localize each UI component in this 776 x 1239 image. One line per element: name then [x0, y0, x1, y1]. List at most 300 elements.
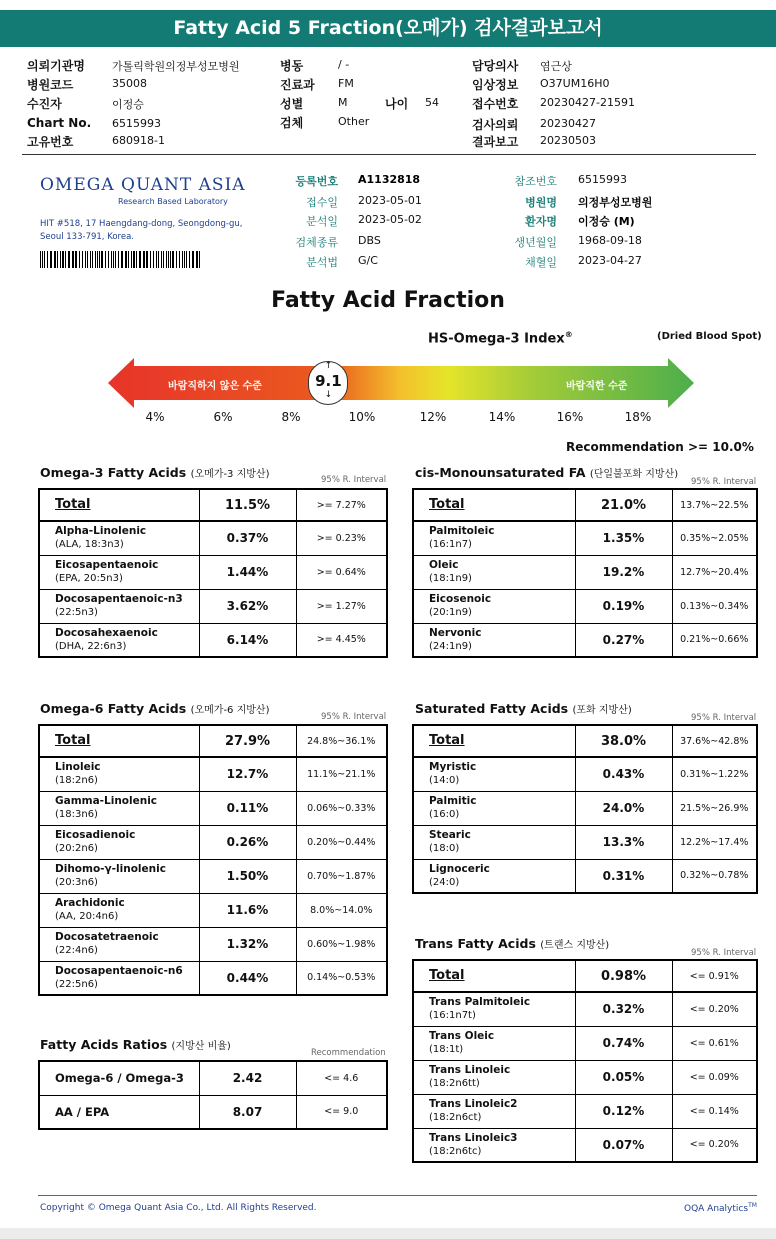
row-name-text: Linoleic [55, 761, 101, 774]
row-name-text: Trans Oleic [429, 1030, 495, 1042]
table-row [413, 825, 757, 859]
row-range: 0.21%~0.66% [672, 623, 757, 657]
table-row [39, 757, 387, 791]
barcode-bar [139, 251, 141, 268]
barcode-bar [192, 251, 194, 268]
row-name-text: Omega-6 / Omega-3 [55, 1071, 184, 1086]
row-name [413, 589, 575, 623]
table-row [413, 521, 757, 555]
row-name-text: Total [55, 733, 91, 748]
row-subtext: (24:0) [429, 876, 460, 888]
receipt-value: 20230427-21591 [540, 96, 635, 109]
barcode-bar [189, 251, 190, 268]
spot-label: (Dried Blood Spot) [657, 331, 762, 342]
row-name-text: Docosapentaenoic-n3 [55, 593, 183, 605]
row-name [39, 757, 199, 791]
hosp-value: 의정부성모병원 [578, 196, 653, 209]
lab-tagline: Research Based Laboratory [118, 197, 228, 206]
age-value: 54 [425, 96, 439, 109]
row-name-text: Palmitoleic [429, 525, 495, 538]
barcode-bar [105, 251, 106, 268]
row-range: 0.32%~0.78% [672, 859, 757, 893]
barcode-bar [62, 251, 64, 268]
row-name [413, 521, 575, 555]
row-value: 0.12% [575, 1094, 672, 1128]
barcode-bar [40, 251, 41, 268]
row-range: 24.8%~36.1% [296, 725, 387, 757]
table-row [413, 1128, 757, 1162]
row-range: 8.0%~14.0% [296, 893, 387, 927]
dept-label: 진료과 [280, 78, 315, 92]
row-value: 3.62% [199, 589, 296, 623]
barcode-bar [131, 251, 132, 268]
row-name [39, 725, 199, 757]
barcode-bar [85, 251, 86, 268]
type-label: 검체종류 [295, 236, 338, 249]
row-name [39, 859, 199, 893]
gauge-tick: 10% [348, 410, 376, 424]
table-row [413, 1026, 757, 1060]
row-name-text: Dihomo-γ-linolenic [55, 863, 166, 875]
barcode-bar [184, 251, 185, 268]
table-row [413, 1094, 757, 1128]
row-range: <= 4.6 [296, 1061, 387, 1095]
cismono-title: cis-Monounsaturated FA (단일불포화 지방산) [415, 465, 679, 480]
row-name-text: Total [429, 733, 465, 748]
hospital-value: 가톨릭학원의정부성모병원 [112, 60, 240, 73]
barcode-bar [47, 251, 48, 268]
row-value: 2.42 [199, 1061, 296, 1095]
ratios-title: Fatty Acids Ratios (지방산 비율) [40, 1037, 231, 1052]
row-name-text: Trans Linoleic3 [429, 1131, 518, 1144]
barcode-bar [179, 251, 180, 268]
barcode-bar [99, 251, 100, 268]
table-row [39, 725, 387, 757]
row-range: >= 0.64% [296, 555, 387, 589]
barcode-bar [57, 251, 58, 268]
anal-value: 2023-05-02 [358, 213, 422, 226]
row-subtext: (22:5n6) [55, 978, 98, 990]
row-range: <= 0.14% [672, 1094, 757, 1128]
barcode-bar [182, 251, 183, 268]
row-range: >= 7.27% [296, 489, 387, 521]
row-range: 0.13%~0.34% [672, 589, 757, 623]
recv-value: 2023-05-01 [358, 194, 422, 207]
bad-label: 바람직하지 않은 수준 [168, 381, 262, 392]
barcode-bar [163, 251, 164, 268]
specimen-value: Other [338, 115, 370, 128]
trans-table [412, 959, 758, 1163]
row-name [413, 725, 575, 757]
row-name [413, 1128, 575, 1162]
barcode-bar [170, 251, 171, 268]
row-value: 11.6% [199, 893, 296, 927]
row-subtext: (14:0) [429, 775, 460, 787]
pname-label: 환자명 [525, 215, 557, 228]
barcode-bar [92, 251, 93, 268]
table-row [39, 555, 387, 589]
omega6-interval: 95% R. Interval [321, 712, 387, 722]
gauge-tick: 14% [488, 410, 516, 424]
barcode-bar [87, 251, 88, 268]
barcode-bar [60, 251, 61, 268]
row-value: 1.44% [199, 555, 296, 589]
unique-label: 고유번호 [27, 135, 74, 149]
row-subtext: (20:2n6) [55, 843, 98, 854]
dept-value: FM [338, 77, 354, 90]
row-range: 12.2%~17.4% [672, 825, 757, 859]
table-row [39, 623, 387, 657]
row-value: 1.35% [575, 521, 672, 555]
patient-value: 이정승 [112, 98, 144, 111]
row-name [39, 927, 199, 961]
row-name-text: Eicosapentaenoic [55, 559, 159, 571]
method-value: G/C [358, 254, 378, 267]
barcode-bar [54, 251, 56, 268]
row-name [39, 825, 199, 859]
gauge-tick: 4% [145, 410, 165, 424]
omega6-title: Omega-6 Fatty Acids (오메가-6 지방산) [40, 701, 270, 716]
row-value: 0.27% [575, 623, 672, 657]
dob-value: 1968-09-18 [578, 234, 642, 247]
row-subtext: (20:3n6) [55, 877, 98, 888]
row-value: 0.07% [575, 1128, 672, 1162]
row-value: 0.26% [199, 825, 296, 859]
row-name-text: AA / EPA [55, 1104, 110, 1119]
table-row [39, 961, 387, 995]
barcode-bar [65, 251, 66, 268]
barcode-bar [90, 251, 91, 268]
patient-label: 수진자 [27, 97, 62, 111]
row-name [413, 992, 575, 1026]
footer-divider [38, 1195, 757, 1196]
row-subtext: (18:1n9) [429, 573, 472, 584]
barcode [40, 251, 202, 268]
row-name [413, 1026, 575, 1060]
table-row [39, 825, 387, 859]
pname-value: 이정승 (M) [578, 215, 635, 228]
report-label: 결과보고 [472, 135, 519, 149]
sex-label: 성별 [280, 97, 304, 111]
row-value: 0.32% [575, 992, 672, 1026]
row-value: 0.11% [199, 791, 296, 825]
row-name-text: Eicosadienoic [55, 829, 136, 841]
saturated-table [412, 724, 758, 894]
barcode-bar [153, 251, 154, 268]
index-marker: ↑ 9.1 ↓ [308, 361, 348, 405]
age-label: 나이 [385, 97, 409, 111]
anal-label: 분석일 [306, 215, 338, 228]
row-range: >= 0.23% [296, 521, 387, 555]
row-name-text: Total [55, 497, 91, 512]
barcode-bar [196, 251, 198, 268]
table-row [413, 992, 757, 1026]
trans-title: Trans Fatty Acids (트랜스 지방산) [415, 936, 610, 951]
row-range: 37.6%~42.8% [672, 725, 757, 757]
chart-label: Chart No. [27, 116, 92, 130]
row-range: 12.7%~20.4% [672, 555, 757, 589]
row-name [39, 1061, 199, 1095]
row-name-text: Lignoceric [429, 862, 490, 875]
barcode-bar [125, 251, 127, 268]
table-row [39, 589, 387, 623]
row-value: 1.32% [199, 927, 296, 961]
row-value: 27.9% [199, 725, 296, 757]
specimen-label: 검체 [280, 116, 304, 130]
ratios-table [38, 1060, 388, 1130]
table-row [39, 1061, 387, 1095]
clinical-value: O37UM16H0 [540, 77, 610, 90]
row-value: 13.3% [575, 825, 672, 859]
hosp-label: 병원명 [525, 196, 557, 209]
row-value: 0.37% [199, 521, 296, 555]
code-value: 35008 [112, 77, 147, 90]
row-range: 13.7%~22.5% [672, 489, 757, 521]
row-subtext: (18:1t) [429, 1044, 464, 1055]
row-range: 0.35%~2.05% [672, 521, 757, 555]
barcode-bar [79, 251, 80, 268]
row-subtext: (DHA, 22:6n3) [55, 640, 127, 652]
barcode-bar [172, 251, 174, 268]
row-name-text: Arachidonic [55, 897, 125, 909]
row-value: 38.0% [575, 725, 672, 757]
row-name-text: Total [429, 497, 465, 512]
row-name [413, 555, 575, 589]
row-range: 0.20%~0.44% [296, 825, 387, 859]
row-name [413, 791, 575, 825]
row-name [413, 960, 575, 992]
type-value: DBS [358, 234, 381, 247]
barcode-bar [97, 251, 98, 268]
barcode-bar [68, 251, 70, 268]
barcode-bar [75, 251, 77, 268]
barcode-bar [186, 251, 187, 268]
row-subtext: (18:2n6tt) [429, 1078, 480, 1089]
row-subtext: (24:1n9) [429, 640, 472, 652]
barcode-bar [128, 251, 129, 268]
row-range: 11.1%~21.1% [296, 757, 387, 791]
barcode-bar [166, 251, 167, 268]
omega3-title: Omega-3 Fatty Acids (오메가-3 지방산) [40, 465, 270, 480]
barcode-bar [156, 251, 157, 268]
sex-value: M [338, 96, 348, 109]
row-subtext: (20:1n9) [429, 607, 472, 618]
barcode-bar [176, 251, 177, 268]
lab-logo: OMEGA QUANT ASIA [40, 175, 246, 195]
barcode-bar [133, 251, 135, 268]
row-range: <= 0.20% [672, 992, 757, 1026]
row-subtext: (AA, 20:4n6) [55, 911, 119, 922]
row-name-text: Eicosenoic [429, 593, 492, 605]
method-label: 분석법 [306, 256, 338, 269]
barcode-bar [146, 251, 148, 268]
row-name-text: Docosatetraenoic [55, 931, 159, 943]
saturated-title: Saturated Fatty Acids (포화 지방산) [415, 701, 632, 716]
barcode-bar [108, 251, 109, 268]
row-name-text: Myristic [429, 761, 477, 774]
table-row [39, 859, 387, 893]
row-subtext: (16:1n7) [429, 539, 472, 551]
barcode-bar [50, 251, 52, 268]
divider [22, 154, 756, 155]
row-name-text: Trans Linoleic2 [429, 1098, 518, 1110]
table-row [413, 791, 757, 825]
row-name-text: Palmitic [429, 795, 477, 807]
row-value: 1.50% [199, 859, 296, 893]
barcode-bar [161, 251, 162, 268]
row-value: 11.5% [199, 489, 296, 521]
section-heading: Fatty Acid Fraction [271, 288, 505, 313]
row-subtext: (22:5n3) [55, 607, 98, 618]
row-range: 0.70%~1.87% [296, 859, 387, 893]
barcode-bar [82, 251, 83, 268]
row-range: 0.06%~0.33% [296, 791, 387, 825]
row-name-text: Gamma-Linolenic [55, 795, 158, 807]
index-title: HS-Omega-3 Index® [428, 330, 573, 347]
draw-value: 2023-04-27 [578, 254, 642, 267]
row-name-text: Stearic [429, 829, 471, 841]
row-range: >= 1.27% [296, 589, 387, 623]
row-name [39, 555, 199, 589]
rec-value: >= 10.0% [688, 440, 754, 454]
row-subtext: (18:2n6ct) [429, 1112, 482, 1123]
row-range: 21.5%~26.9% [672, 791, 757, 825]
table-row [39, 927, 387, 961]
row-range: 0.60%~1.98% [296, 927, 387, 961]
row-range: >= 4.45% [296, 623, 387, 657]
report-title: Fatty Acid 5 Fraction(오메가) 검사결과보고서 [0, 10, 776, 47]
table-row [39, 1095, 387, 1129]
receipt-label: 접수번호 [472, 97, 519, 111]
row-value: 0.31% [575, 859, 672, 893]
row-name [39, 521, 199, 555]
row-value: 0.43% [575, 757, 672, 791]
barcode-bar [118, 251, 119, 268]
brand: OQA Analytics™ [684, 1202, 757, 1214]
ward-value: / - [338, 58, 350, 71]
row-range: 0.14%~0.53% [296, 961, 387, 995]
barcode-bar [44, 251, 45, 268]
row-value: 0.74% [575, 1026, 672, 1060]
lab-address-2: Seoul 133-791, Korea. [40, 232, 134, 242]
row-subtext: (16:0) [429, 809, 460, 820]
barcode-bar [111, 251, 112, 268]
row-value: 19.2% [575, 555, 672, 589]
row-name [39, 623, 199, 657]
reg-label: 등록번호 [295, 175, 338, 188]
cismono-table [412, 488, 758, 658]
row-value: 0.98% [575, 960, 672, 992]
saturated-interval: 95% R. Interval [691, 713, 757, 723]
barcode-bar [95, 251, 96, 268]
gauge-tick: 18% [624, 410, 652, 424]
barcode-bar [115, 251, 116, 268]
barcode-bar [101, 251, 103, 268]
row-subtext: (18:3n6) [55, 809, 98, 820]
copyright: Copyright © Omega Quant Asia Co., Ltd. All Rights Reserved. [40, 1203, 317, 1213]
row-value: 12.7% [199, 757, 296, 791]
barcode-bar [113, 251, 114, 268]
row-name-text: Oleic [429, 559, 459, 571]
table-row [39, 791, 387, 825]
hospital-label: 의뢰기관명 [27, 59, 85, 73]
row-value: 24.0% [575, 791, 672, 825]
row-value: 21.0% [575, 489, 672, 521]
chart-value: 6515993 [112, 117, 161, 130]
barcode-bar [42, 251, 43, 268]
table-row [413, 725, 757, 757]
rec-label: Recommendation [566, 440, 684, 454]
draw-label: 채혈일 [525, 256, 557, 269]
unique-value: 680918-1 [112, 134, 165, 147]
row-value: 8.07 [199, 1095, 296, 1129]
row-subtext: (18:0) [429, 843, 460, 854]
row-name-text: Trans Linoleic [429, 1064, 511, 1076]
gauge-tick: 8% [281, 410, 301, 424]
row-value: 6.14% [199, 623, 296, 657]
row-range: 0.31%~1.22% [672, 757, 757, 791]
ref-label: 참조번호 [514, 175, 557, 188]
good-label: 바람직한 수준 [566, 381, 628, 392]
trans-interval: 95% R. Interval [691, 948, 757, 958]
doctor-value: 염근상 [540, 60, 572, 73]
row-name [413, 1094, 575, 1128]
row-name [39, 489, 199, 521]
gauge-tick: 6% [213, 410, 233, 424]
barcode-bar [199, 251, 200, 268]
row-subtext: (18:2n6tc) [429, 1145, 482, 1157]
barcode-bar [168, 251, 169, 268]
row-name-text: Trans Palmitoleic [429, 996, 531, 1009]
row-subtext: (ALA, 18:3n3) [55, 539, 124, 551]
row-name [39, 893, 199, 927]
row-value: 0.05% [575, 1060, 672, 1094]
table-row [39, 489, 387, 521]
clinical-label: 임상정보 [472, 78, 519, 92]
barcode-bar [72, 251, 74, 268]
table-row [413, 489, 757, 521]
row-name [413, 623, 575, 657]
ratios-interval: Recommendation [311, 1048, 386, 1058]
row-name [413, 1060, 575, 1094]
row-subtext: (18:2n6) [55, 775, 98, 787]
barcode-bar [121, 251, 123, 268]
row-subtext: (16:1n7t) [429, 1010, 476, 1022]
omega3-table [38, 488, 388, 658]
row-subtext: (22:4n6) [55, 945, 98, 956]
row-range: <= 9.0 [296, 1095, 387, 1129]
table-row [413, 960, 757, 992]
row-name-text: Docosapentaenoic-n6 [55, 964, 183, 977]
row-subtext: (EPA, 20:5n3) [55, 573, 123, 584]
row-name-text: Nervonic [429, 626, 482, 639]
table-row [413, 555, 757, 589]
row-name-text: Total [429, 968, 465, 983]
barcode-bar [143, 251, 145, 268]
row-range: <= 0.20% [672, 1128, 757, 1162]
page-bottom-band [0, 1228, 776, 1239]
index-value: 9.1 [315, 372, 342, 390]
row-name [413, 859, 575, 893]
table-row [413, 589, 757, 623]
row-name-text: Docosahexaenoic [55, 626, 158, 639]
row-name [39, 1095, 199, 1129]
cismono-interval: 95% R. Interval [691, 477, 757, 487]
lab-address-1: HIT #518, 17 Haengdang-dong, Seongdong-gu, [40, 219, 243, 229]
table-row [413, 623, 757, 657]
row-range: <= 0.61% [672, 1026, 757, 1060]
row-name [413, 825, 575, 859]
